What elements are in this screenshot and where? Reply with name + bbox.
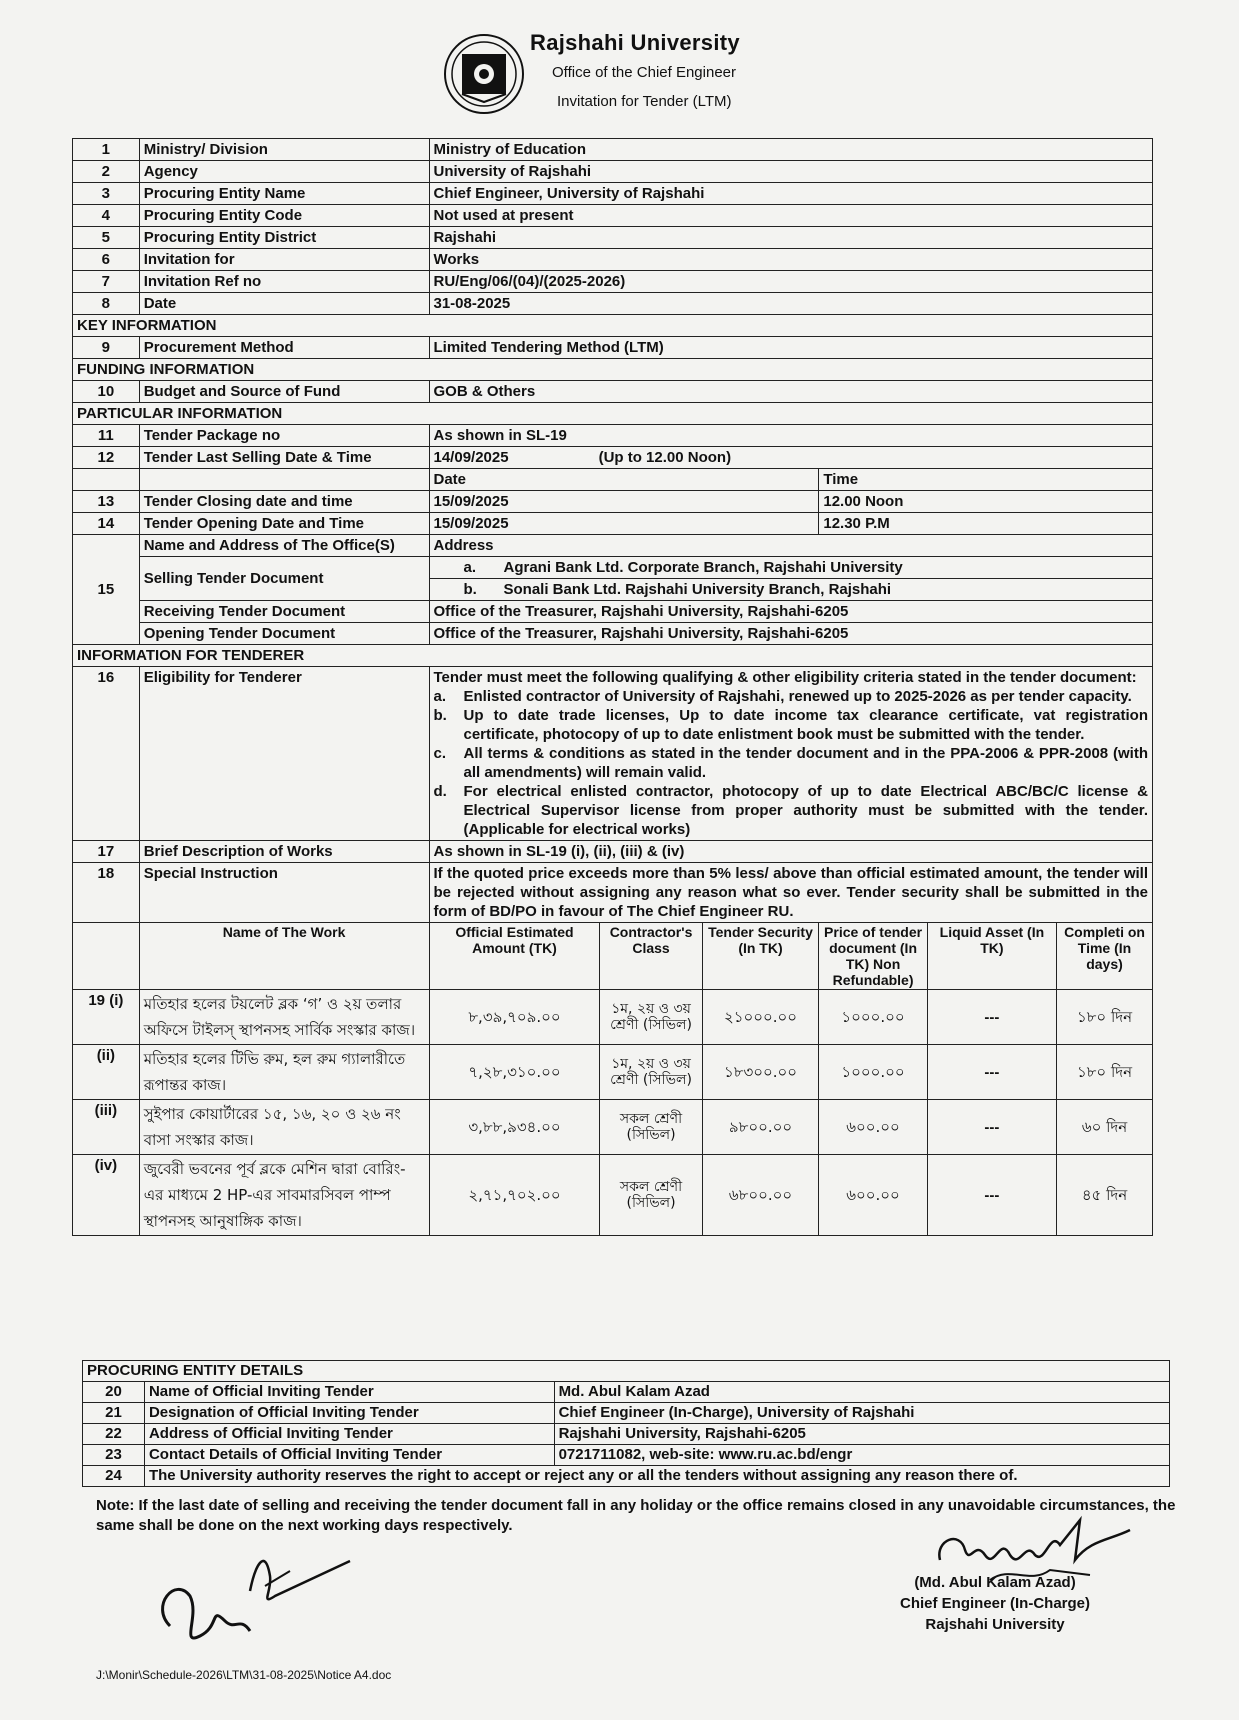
work-row: (ii) মতিহার হলের টিভি রুম, হল রুম গ্যালারীতে রূপান্তর কাজ। ৭,২৮,৩১০.০০ ১ম, ২য় ও ৩য় শ্রেণী (সিভিল) ১৮৩০০.০০ ১০০০.০০ --- ১৮০ দিন xyxy=(73,1045,1153,1100)
table-row: 1 Ministry/ Division Ministry of Education xyxy=(73,139,1153,161)
table-row: 12 Tender Last Selling Date & Time 14/09/2025 (Up to 12.00 Noon) xyxy=(73,447,1153,469)
table-row: 22 Address of Official Inviting Tender Rajshahi University, Rajshahi-6205 xyxy=(83,1424,1170,1445)
table-row: 2 Agency University of Rajshahi xyxy=(73,161,1153,183)
table-row: 4 Procuring Entity Code Not used at present xyxy=(73,205,1153,227)
table-row: 5 Procuring Entity District Rajshahi xyxy=(73,227,1153,249)
table-row: 10 Budget and Source of Fund GOB & Others xyxy=(73,381,1153,403)
section-procuring-entity-details: PROCURING ENTITY DETAILS xyxy=(83,1361,1170,1382)
tender-info-table xyxy=(72,138,1153,1236)
university-name: Rajshahi University xyxy=(530,30,740,55)
list-item: c. All terms & conditions as stated in the tender document and in the PPA-2006 & PPR-2008 (with all amendments) will remain valid. xyxy=(433,745,1148,781)
work-row: 19 (i) মতিহার হলের টয়লেট ব্লক ‘গ’ ও ২য় তলার অফিসে টাইলস্ স্থাপনসহ সার্বিক সংস্কার কাজ। ৮,৩৯,৭০৯.০০ ১ম, ২য় ও ৩য় শ্রেণী (সিভিল) ২১০০০.০০ ১০০০.০০ --- ১৮০ দিন xyxy=(73,990,1153,1045)
table-row: 13 Tender Closing date and time 15/09/2025 12.00 Noon xyxy=(73,491,1153,513)
letterhead xyxy=(442,30,822,120)
table-row: 18 Special Instruction If the quoted price exceeds more than 5% less/ above than official estimated amount, the tender will be rejected without assigning any reason what so ever. Tender security shall be submitted in the form of BD/PO in favour of The Chief Engineer RU. xyxy=(73,863,1153,923)
university-seal-icon xyxy=(442,32,526,116)
table-row: 17 Brief Description of Works As shown in SL-19 (i), (ii), (iii) & (iv) xyxy=(73,841,1153,863)
table-row: 24 The University authority reserves the right to accept or reject any or all the tenders without assigning any reason there of. xyxy=(83,1466,1170,1487)
table-row: 8 Date 31-08-2025 xyxy=(73,293,1153,315)
table-row: 14 Tender Opening Date and Time 15/09/2025 12.30 P.M xyxy=(73,513,1153,535)
table-row: 23 Contact Details of Official Inviting Tender 0721711082, web-site: www.ru.ac.bd/engr xyxy=(83,1445,1170,1466)
table-row: Opening Tender Document Office of the Treasurer, Rajshahi University, Rajshahi-6205 xyxy=(73,623,1153,645)
table-row: 16 Eligibility for Tenderer Tender must meet the following qualifying & other eligibility criteria stated in the tender document: a. Enlisted contractor of University of Rajshahi, renewed up to 2025-2026 as per tender capacity. b. Up to date trade licenses, Up to date income tax clearance certificate, vat registration certificate, photocopy of up to date enlistment book must be submitted with the tender. c. All terms & conditions as stated in the tender document and in the PPA-2006 & PPR-2008 (with all amendments) will remain valid. d. For electrical enlisted contractor, photocopy of up to date Electrical ABC/BC/C license & Electrical Supervisor license from proper authority must be submitted with the tender. (Applicable for electrical works) xyxy=(73,667,1153,841)
work-row: (iii) সুইপার কোয়ার্টারের ১৫, ১৬, ২০ ও ২৬ নং বাসা সংস্কার কাজ। ৩,৮৮,৯৩৪.০০ সকল শ্রেণী (সিভিল) ৯৮০০.০০ ৬০০.০০ --- ৬০ দিন xyxy=(73,1100,1153,1155)
table-row: 3 Procuring Entity Name Chief Engineer, University of Rajshahi xyxy=(73,183,1153,205)
list-item: d. For electrical enlisted contractor, photocopy of up to date Electrical ABC/BC/C license & Electrical Supervisor license from proper authority must be submitted with the tender. (Applicable for electrical works) xyxy=(433,783,1148,838)
list-item: a. Enlisted contractor of University of Rajshahi, renewed up to 2025-2026 as per tender capacity. xyxy=(433,688,1132,705)
section-funding-information: FUNDING INFORMATION xyxy=(73,359,1153,381)
table-row: b. Sonali Bank Ltd. Rajshahi University Branch, Rajshahi xyxy=(73,579,1153,601)
work-row: (iv) জুবেরী ভবনের পূর্ব ব্লকে মেশিন দ্বারা বোরিং-এর মাধ্যমে 2 HP-এর সাবমারসিবল পাম্প স্থাপনসহ আনুষাঙ্গিক কাজ। ২,৭১,৭০২.০০ সকল শ্রেণী (সিভিল) ৬৮০০.০০ ৬০০.০০ --- ৪৫ দিন xyxy=(73,1155,1153,1236)
table-row: Receiving Tender Document Office of the Treasurer, Rajshahi University, Rajshahi-6205 xyxy=(73,601,1153,623)
handwritten-signature-left-icon xyxy=(150,1536,380,1656)
table-row: 7 Invitation Ref no RU/Eng/06/(04)/(2025-2026) xyxy=(73,271,1153,293)
table-row: 9 Procurement Method Limited Tendering Method (LTM) xyxy=(73,337,1153,359)
table-row: 21 Designation of Official Inviting Tender Chief Engineer (In-Charge), University of Rajshahi xyxy=(83,1403,1170,1424)
office-name: Office of the Chief Engineer xyxy=(552,64,736,81)
table-row: Date Time xyxy=(73,469,1153,491)
signatory-block: (Md. Abul Kalam Azad) Chief Engineer (In-Charge) Rajshahi University xyxy=(900,1574,1091,1633)
works-header-row: Name of The Work Official Estimated Amount (TK) Contractor's Class Tender Security (In TK) Price of tender document (In TK) Non Refundable) Liquid Asset (In TK) Completi on Time (In days) xyxy=(73,923,1153,990)
table-row: 6 Invitation for Works xyxy=(73,249,1153,271)
table-row: 11 Tender Package no As shown in SL-19 xyxy=(73,425,1153,447)
table-row: Selling Tender Document a. Agrani Bank Ltd. Corporate Branch, Rajshahi University xyxy=(73,557,1153,579)
table-row: 20 Name of Official Inviting Tender Md. Abul Kalam Azad xyxy=(83,1382,1170,1403)
section-information-for-tenderer: INFORMATION FOR TENDERER xyxy=(73,645,1153,667)
procuring-entity-table xyxy=(82,1360,1170,1487)
file-path: J:\Monir\Schedule-2026\LTM\31-08-2025\Notice A4.doc xyxy=(96,1668,392,1682)
section-particular-information: PARTICULAR INFORMATION xyxy=(73,403,1153,425)
section-key-information: KEY INFORMATION xyxy=(73,315,1153,337)
eligibility-criteria: Tender must meet the following qualifying & other eligibility criteria stated in the tender document: a. Enlisted contractor of University of Rajshahi, renewed up to 2025-2026 as per tender capacity. b. Up to date trade licenses, Up to date income tax clearance certificate, vat registration certificate, photocopy of up to date enlistment book must be submitted with the tender. c. All terms & conditions as stated in the tender document and in the PPA-2006 & PPR-2008 (with all amendments) will remain valid. d. For electrical enlisted contractor, photocopy of up to date Electrical ABC/BC/C license & Electrical Supervisor license from proper authority must be submitted with the tender. (Applicable for electrical works) xyxy=(429,667,1153,841)
holiday-note: Note: If the last date of selling and receiving the tender document fall in any holiday or the office remains closed in any unavoidable circumstances, the same shall be done on the next working days respectively. xyxy=(96,1497,1176,1534)
list-item: b. Up to date trade licenses, Up to date income tax clearance certificate, vat registration certificate, photocopy of up to date enlistment book must be submitted with the tender. xyxy=(433,707,1148,743)
notice-title: Invitation for Tender (LTM) xyxy=(557,93,732,110)
table-row: 15 Name and Address of The Office(S) Address xyxy=(73,535,1153,557)
